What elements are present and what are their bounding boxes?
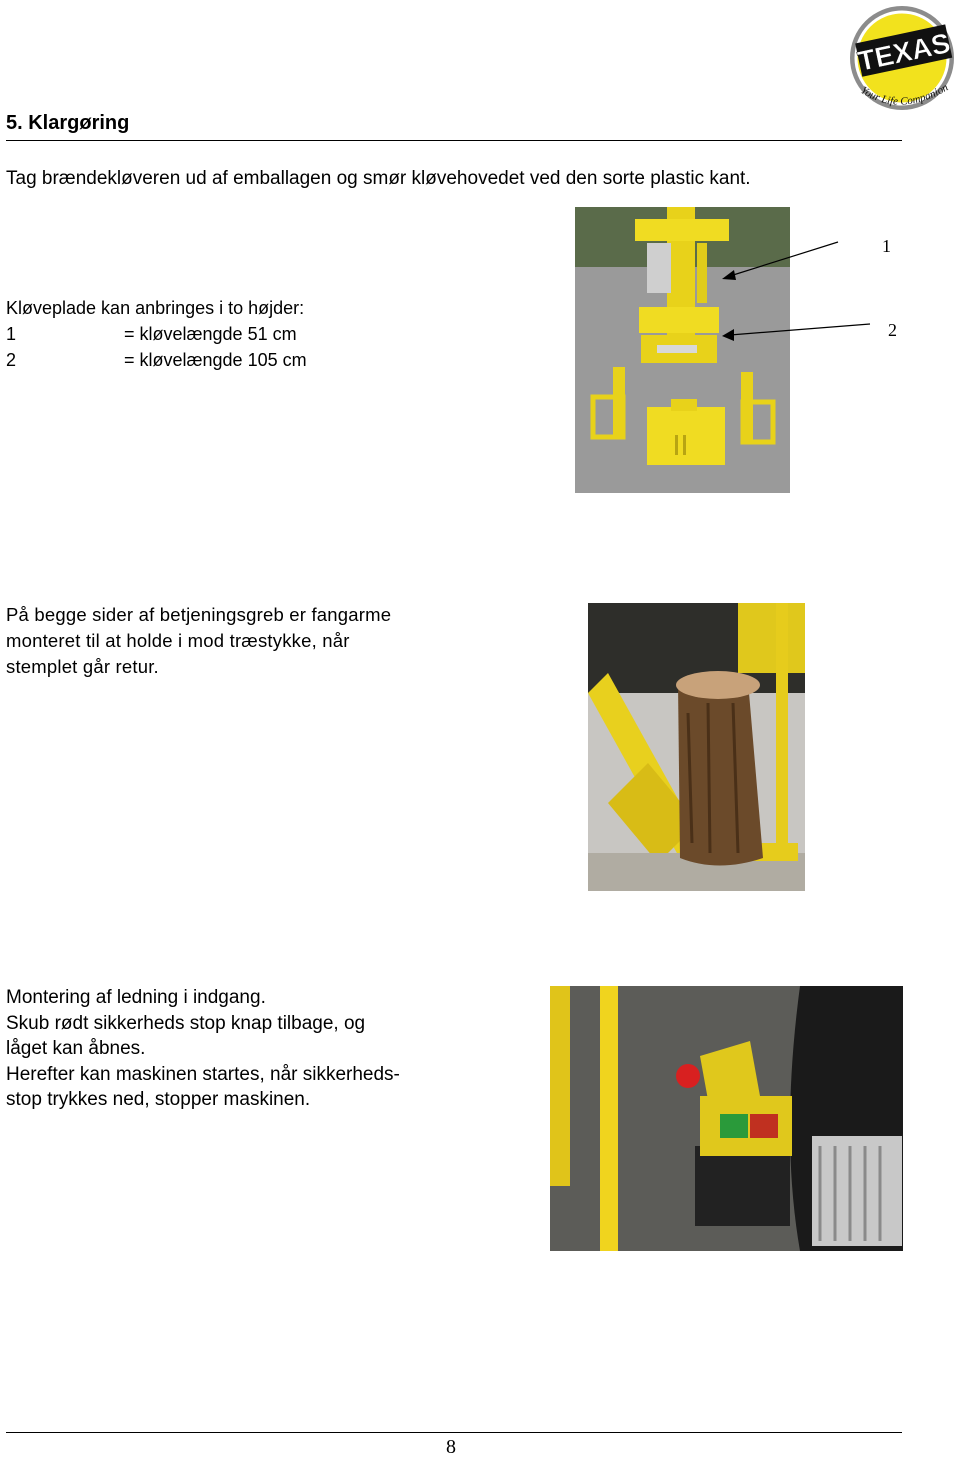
log-holding-photo	[588, 603, 805, 891]
intro-text: Tag brændekløveren ud af emballagen og smør kløvehovedet ved den sorte plastic kant.	[6, 168, 751, 189]
height-option-desc: = kløvelængde 105 cm	[124, 350, 307, 370]
height-option-number: 2	[6, 350, 17, 370]
text-line: Montering af ledning i indgang.	[6, 987, 266, 1008]
callout-label: 2	[888, 320, 897, 340]
catch-arms-text	[6, 602, 476, 680]
page-number: 8	[446, 1436, 456, 1458]
text-line: På begge sider af betjeningsgreb er fangarme	[6, 604, 392, 625]
text-line: stop trykkes ned, stopper maskinen.	[6, 1089, 311, 1110]
cable-mounting-text	[6, 985, 506, 1113]
height-option-number: 1	[6, 324, 17, 344]
text-line: stemplet går retur.	[6, 656, 159, 677]
height-option-desc: = kløvelængde 51 cm	[124, 324, 297, 344]
height-option-row	[6, 321, 307, 347]
text-line: Herefter kan maskinen startes, når sikkerheds-	[6, 1063, 400, 1085]
text-line: låget kan åbnes.	[6, 1038, 146, 1059]
text-line: monteret til at holde i mod træstykke, når	[6, 630, 350, 651]
svg-text:Your Life Companion: Your Life Companion	[858, 81, 951, 108]
height-options	[6, 295, 307, 373]
height-options-title: Kløveplade kan anbringes i to højder:	[6, 298, 305, 318]
height-option-row	[6, 347, 307, 373]
callout-label: 1	[882, 236, 891, 256]
section-heading: 5. Klargøring	[6, 112, 130, 134]
text-line: Skub rødt sikkerheds stop knap tilbage, og	[6, 1012, 366, 1034]
texas-logo	[842, 0, 960, 118]
heading-divider	[6, 140, 902, 141]
safety-switch-photo	[550, 986, 903, 1251]
svg-text:TEXAS: TEXAS	[855, 27, 953, 77]
callout-arrows	[720, 236, 890, 346]
footer-divider	[6, 1432, 902, 1433]
